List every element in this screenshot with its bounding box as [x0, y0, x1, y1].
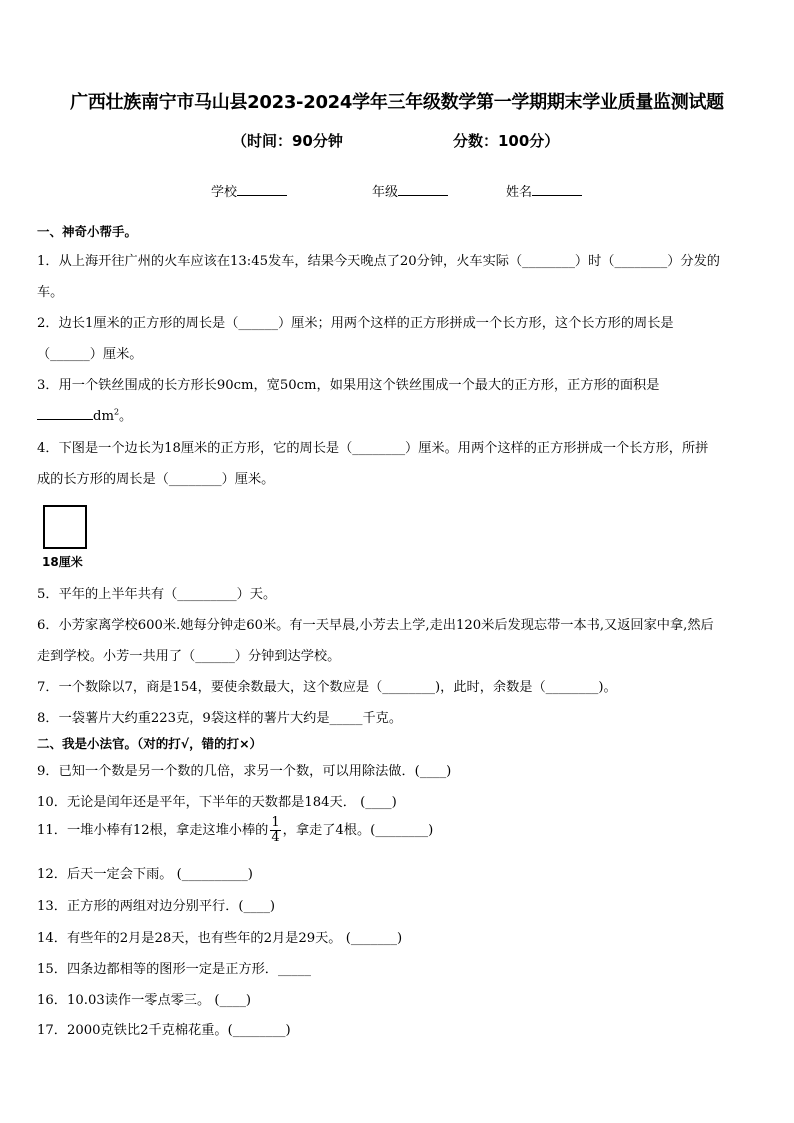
question-14: 14．有些年的2月是28天，也有些年的2月是29天。 (_______) [37, 931, 403, 946]
question-3-end: 。 [119, 409, 133, 424]
area-unit-exponent: 2 [113, 407, 120, 417]
question-2-line-1: 2．边长1厘米的正方形的周长是（______）厘米；用两个这样的正方形拼成一个长方形，这个长方形的周长是 [37, 316, 674, 331]
grade-field[interactable] [372, 181, 448, 200]
total-score: 分数：100分） [453, 132, 560, 150]
question-11-text-after: ，拿走了4根。(________) [282, 823, 434, 838]
question-7: 7．一个数除以7，商是154，要使余数最大，这个数应是（________)，此时，余数是（________)。 [37, 680, 617, 695]
question-4-line-1: 4．下图是一个边长为18厘米的正方形，它的周长是（________）厘米。用两个这样的正方形拼成一个长方形，所拼 [37, 441, 709, 456]
section-heading-1: 一、神奇小帮手。 [37, 224, 138, 239]
name-label: 姓名 [506, 185, 533, 200]
square-side-label: 18厘米 [42, 555, 83, 569]
question-3-blank[interactable] [37, 407, 93, 420]
area-unit: dm [93, 409, 114, 424]
question-6-line-2: 走到学校。小芳一共用了（______）分钟到达学校。 [37, 649, 341, 664]
square-figure [43, 505, 87, 549]
question-13: 13．正方形的两组对边分别平行．(____) [37, 899, 276, 914]
name-blank[interactable] [532, 183, 582, 196]
question-1-line-1: 1．从上海开往广州的火车应该在13:45发车，结果今天晚点了20分钟，火车实际（________）时（________）分发的 [37, 254, 720, 269]
question-11 [37, 816, 433, 845]
fraction-denominator: 4 [271, 830, 280, 845]
exam-title: 广西壮族南宁市马山县2023-2024学年三年级数学第一学期期末学业质量监测试题 [70, 92, 724, 113]
question-12: 12．后天一定会下雨。 (__________) [37, 867, 253, 882]
fraction-numerator: 1 [271, 815, 280, 830]
school-label: 学校 [211, 185, 238, 200]
question-6-line-1: 6．小芳家离学校600米.她每分钟走60米。有一天早晨,小芳去上学,走出120米后发现忘带一本书,又返回家中拿,然后 [37, 618, 714, 633]
question-9: 9．已知一个数是另一个数的几倍，求另一个数，可以用除法做．(____) [37, 764, 452, 779]
fraction-one-quarter [270, 816, 280, 845]
question-16: 16．10.03读作一零点零三。 (____) [37, 993, 252, 1008]
question-10: 10．无论是闰年还是平年，下半年的天数都是184天． (____) [37, 795, 397, 810]
question-8: 8．一袋薯片大约重223克，9袋这样的薯片大约是_____千克。 [37, 711, 403, 726]
question-17: 17．2000克铁比2千克棉花重。(________) [37, 1023, 291, 1038]
question-1-line-2: 车。 [37, 285, 64, 300]
time-limit: （时间：90分钟 [232, 132, 343, 150]
name-field[interactable] [506, 181, 582, 200]
grade-blank[interactable] [398, 183, 448, 196]
question-3-line-1: 3．用一个铁丝围成的长方形长90cm，宽50cm，如果用这个铁丝围成一个最大的正方形，正方形的面积是 [37, 378, 660, 393]
school-field[interactable] [211, 181, 287, 200]
section-heading-2: 二、我是小法官。（对的打√，错的打×） [37, 736, 263, 751]
grade-label: 年级 [372, 185, 399, 200]
question-4-line-2: 成的长方形的周长是（________）厘米。 [37, 472, 275, 487]
question-15: 15．四条边都相等的图形一定是正方形．_____ [37, 962, 311, 977]
question-11-text-before: 11．一堆小棒有12根，拿走这堆小棒的 [37, 823, 269, 838]
school-blank[interactable] [237, 183, 287, 196]
question-3-line-2 [37, 405, 132, 424]
question-2-line-2: （______）厘米。 [37, 347, 143, 362]
question-5: 5．平年的上半年共有（_________）天。 [37, 587, 277, 602]
